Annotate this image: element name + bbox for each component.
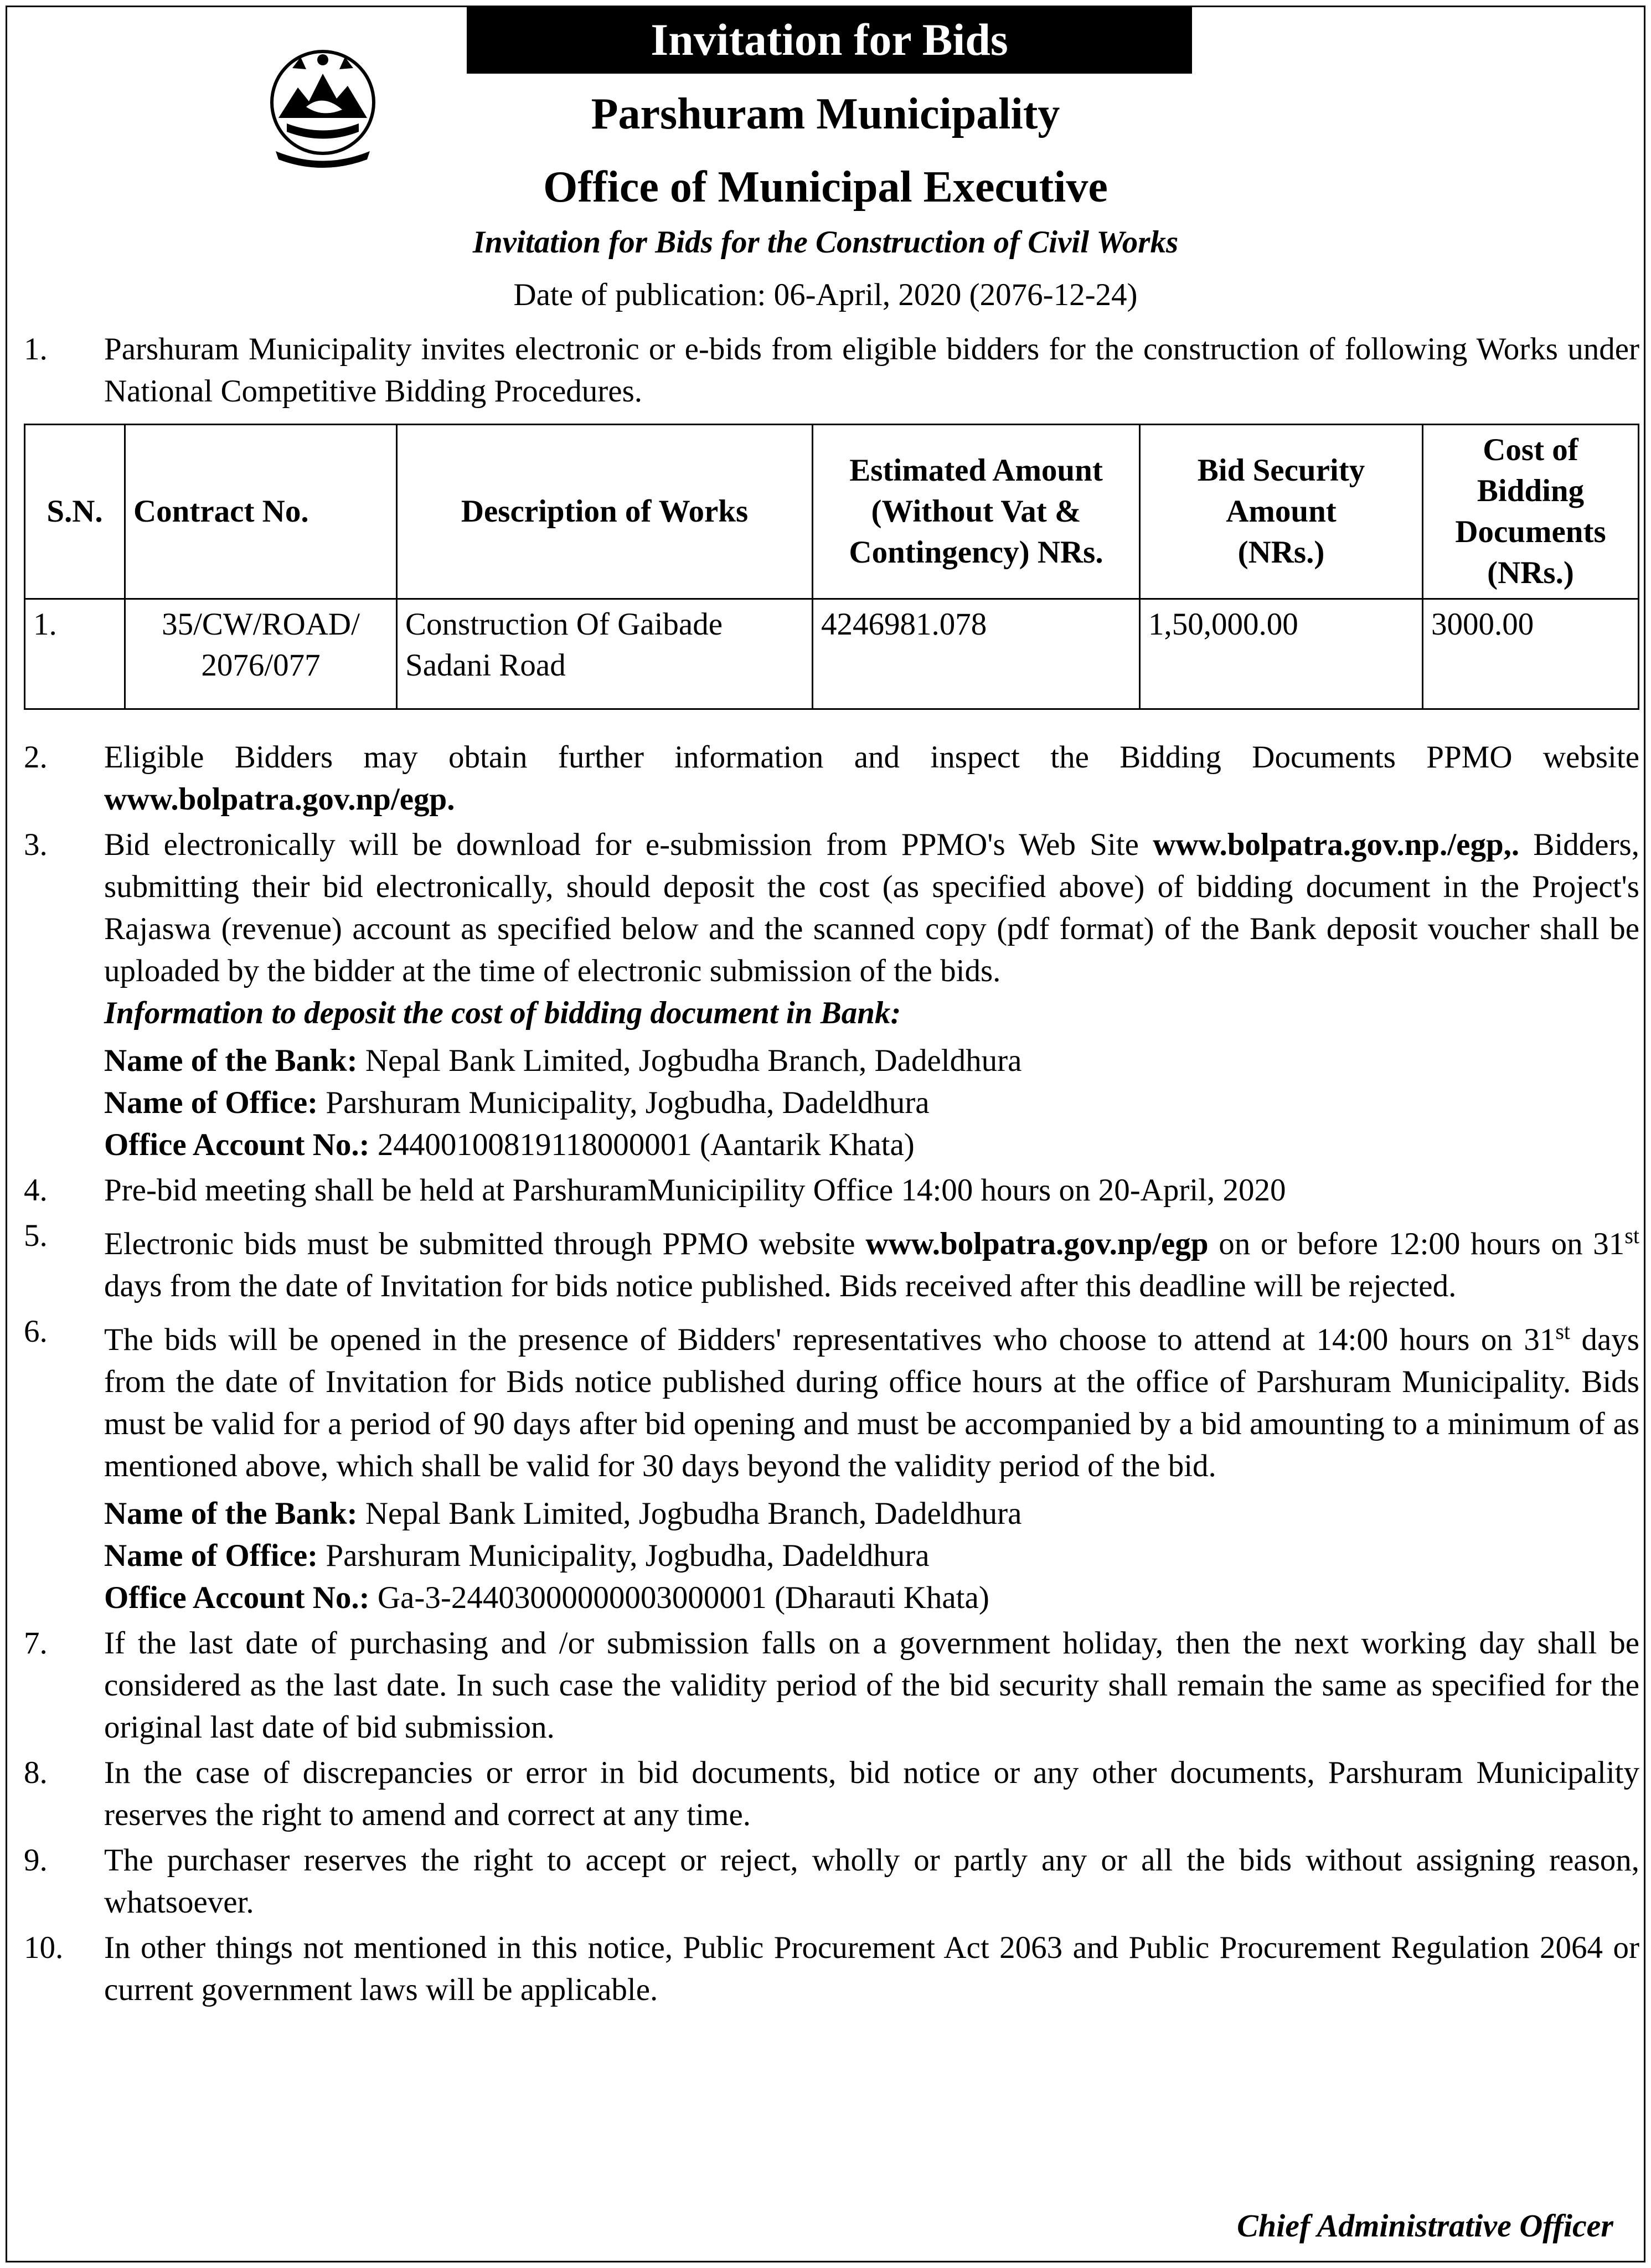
header-contract: Contract No.	[125, 425, 397, 599]
clause-text-part: Bidders, submitting their bid electronically, should deposit the cost (as specified above) of bidding document in the Project's Rajaswa (revenue) account as specified below and the scanned copy (pdf format) of the Bank deposit voucher shall be uploaded by the bidder at the time of electronic submission of the bids.	[104, 827, 1639, 988]
bank-value: Nepal Bank Limited, Jogbudha Branch, Dadeldhura	[357, 1043, 1022, 1078]
clause-text	[104, 1311, 1639, 1619]
header-sn: S.N.	[25, 425, 125, 599]
ordinal-suffix: st	[1624, 1223, 1639, 1248]
clause-text: The purchaser reserves the right to accept or reject, wholly or partly any or all the bids without assigning reason, whatsoever.	[104, 1843, 1639, 1920]
clause-7	[24, 1622, 1639, 1749]
clause-number: 4.	[24, 1173, 48, 1208]
clause-9	[24, 1839, 1639, 1924]
clause-text-part: The bids will be opened in the presence of Bidders' representatives who choose to attend at 14:00 hours on 31	[104, 1322, 1556, 1357]
cell-estimate: 4246981.078	[813, 599, 1140, 709]
cell-contract-line: 35/CW/ROAD/	[162, 607, 360, 642]
clause-text	[104, 736, 1639, 821]
header-estimate-line: Contingency) NRs.	[849, 535, 1103, 570]
cell-contract-line: 2076/077	[201, 648, 321, 683]
bank-label: Name of the Bank:	[104, 1043, 358, 1078]
cell-security: 1,50,000.00	[1140, 599, 1423, 709]
ppmo-link[interactable]: www.bolpatra.gov.np/egp.	[104, 782, 455, 817]
cell-sn: 1.	[25, 599, 125, 709]
header-estimate	[813, 425, 1140, 599]
clause-4	[24, 1169, 1639, 1212]
clause-text: In other things not mentioned in this notice, Public Procurement Act 2063 and Public Procurement Regulation 2064 or current government laws will be applicable.	[104, 1930, 1639, 2007]
clause-number: 3.	[24, 827, 48, 862]
header-security-line: Amount	[1226, 494, 1337, 529]
account-label: Office Account No.:	[104, 1580, 370, 1615]
clause-text-part: Bid electronically will be download for e-submission from PPMO's Web Site	[104, 827, 1153, 862]
clause-5	[24, 1215, 1639, 1307]
clause-1	[24, 328, 1639, 413]
clause-number: 10.	[24, 1930, 64, 1965]
cell-description	[397, 599, 813, 709]
bank-value: Nepal Bank Limited, Jogbudha Branch, Dadeldhura	[357, 1496, 1022, 1531]
clause-text: In the case of discrepancies or error in bid documents, bid notice or any other documents, Parshuram Municipality reserves the right to amend and correct at any time.	[104, 1755, 1639, 1832]
clause-10	[24, 1927, 1639, 2011]
contract-table	[24, 424, 1639, 710]
org-name: Parshuram Municipality	[591, 90, 1060, 138]
header-cost-line: (NRs.)	[1487, 555, 1574, 590]
header-security	[1140, 425, 1423, 599]
clause-8	[24, 1752, 1639, 1836]
clause-text	[104, 1215, 1639, 1307]
notice-banner: Invitation for Bids	[467, 7, 1192, 74]
office-name: Office of Municipal Executive	[543, 163, 1108, 212]
bank-details-2	[104, 1493, 1639, 1619]
office-value: Parshuram Municipality, Jogbudha, Dadeldhura	[318, 1085, 930, 1120]
office-value: Parshuram Municipality, Jogbudha, Dadeldhura	[318, 1538, 930, 1573]
cell-contract	[125, 599, 397, 709]
clause-3	[24, 824, 1639, 1166]
header-cost-line: Cost of Bidding	[1477, 432, 1585, 508]
clause-text-part: days from the date of Invitation for Bids notice published during office hours at the office of Parshuram Municipality. Bids must be valid for a period of 90 days after bid opening and must be accompanied by a bid amounting to a minimum of as mentioned above, which shall be valid for 30 days beyond the validity period of the bid.	[104, 1322, 1639, 1483]
clause-text: If the last date of purchasing and /or submission falls on a government holiday, then the next working day shall be considered as the last date. In such case the validity period of the bid security shall remain the same as specified for the original last date of bid submission.	[104, 1626, 1639, 1745]
clause-number: 6.	[24, 1314, 48, 1349]
clause-number: 8.	[24, 1755, 48, 1790]
header-estimate-line: (Without Vat &	[871, 494, 1081, 529]
clause-2	[24, 736, 1639, 821]
cell-description-line: Construction Of Gaibade	[405, 607, 723, 642]
clause-number: 2.	[24, 740, 48, 775]
notice-subtitle: Invitation for Bids for the Construction of Civil Works	[472, 225, 1179, 260]
ppmo-link[interactable]: www.bolpatra.gov.np./egp,.	[1153, 827, 1520, 862]
office-label: Name of Office:	[104, 1538, 318, 1573]
clause-text-part: on or before 12:00 hours on 31	[1208, 1226, 1625, 1261]
clause-text: Pre-bid meeting shall be held at ParshuramMunicipility Office 14:00 hours on 20-April, 2020	[104, 1173, 1286, 1208]
header-cost	[1423, 425, 1639, 599]
office-label: Name of Office:	[104, 1085, 318, 1120]
cell-description-line: Sadani Road	[405, 648, 566, 683]
clause-6	[24, 1311, 1639, 1619]
clause-number: 5.	[24, 1218, 48, 1253]
publication-date: Date of publication: 06-April, 2020 (2076-12-24)	[513, 277, 1138, 312]
bank-label: Name of the Bank:	[104, 1496, 358, 1531]
header-estimate-line: Estimated Amount	[849, 453, 1103, 488]
clause-text-part: Electronic bids must be submitted through PPMO website	[104, 1226, 866, 1261]
clause-text-part: days from the date of Invitation for bids notice published. Bids received after this deadline will be rejected.	[104, 1269, 1457, 1303]
header-cost-line: Documents	[1455, 514, 1606, 549]
ordinal-suffix: st	[1555, 1319, 1571, 1344]
clause-number: 1.	[24, 332, 48, 367]
clause-text	[104, 824, 1639, 1166]
table-row	[25, 599, 1639, 709]
header-security-line: Bid Security	[1197, 453, 1365, 488]
clause-number: 9.	[24, 1843, 48, 1878]
ppmo-link[interactable]: www.bolpatra.gov.np/egp	[865, 1226, 1209, 1261]
signatory-title: Chief Administrative Officer	[1237, 2208, 1613, 2244]
clause-number: 7.	[24, 1626, 48, 1661]
account-label: Office Account No.:	[104, 1127, 370, 1162]
header-security-line: (NRs.)	[1237, 535, 1325, 570]
account-value: Ga-3-24403000000003000001 (Dharauti Khata)	[369, 1580, 989, 1615]
notice-body	[24, 328, 1639, 2014]
cell-cost: 3000.00	[1423, 599, 1639, 709]
header-description: Description of Works	[397, 425, 813, 599]
bank-info-heading: Information to deposit the cost of bidding document in Bank:	[104, 996, 901, 1030]
clause-text: Parshuram Municipality invites electronic or e-bids from eligible bidders for the construction of following Works under National Competitive Bidding Procedures.	[104, 332, 1639, 409]
bank-details-1	[104, 1040, 1639, 1166]
table-header-row	[25, 425, 1639, 599]
clause-text-part: Eligible Bidders may obtain further information and inspect the Bidding Documents PPMO website	[104, 740, 1639, 775]
account-value: 24400100819118000001 (Aantarik Khata)	[369, 1127, 915, 1162]
notice-page	[6, 6, 1645, 2262]
